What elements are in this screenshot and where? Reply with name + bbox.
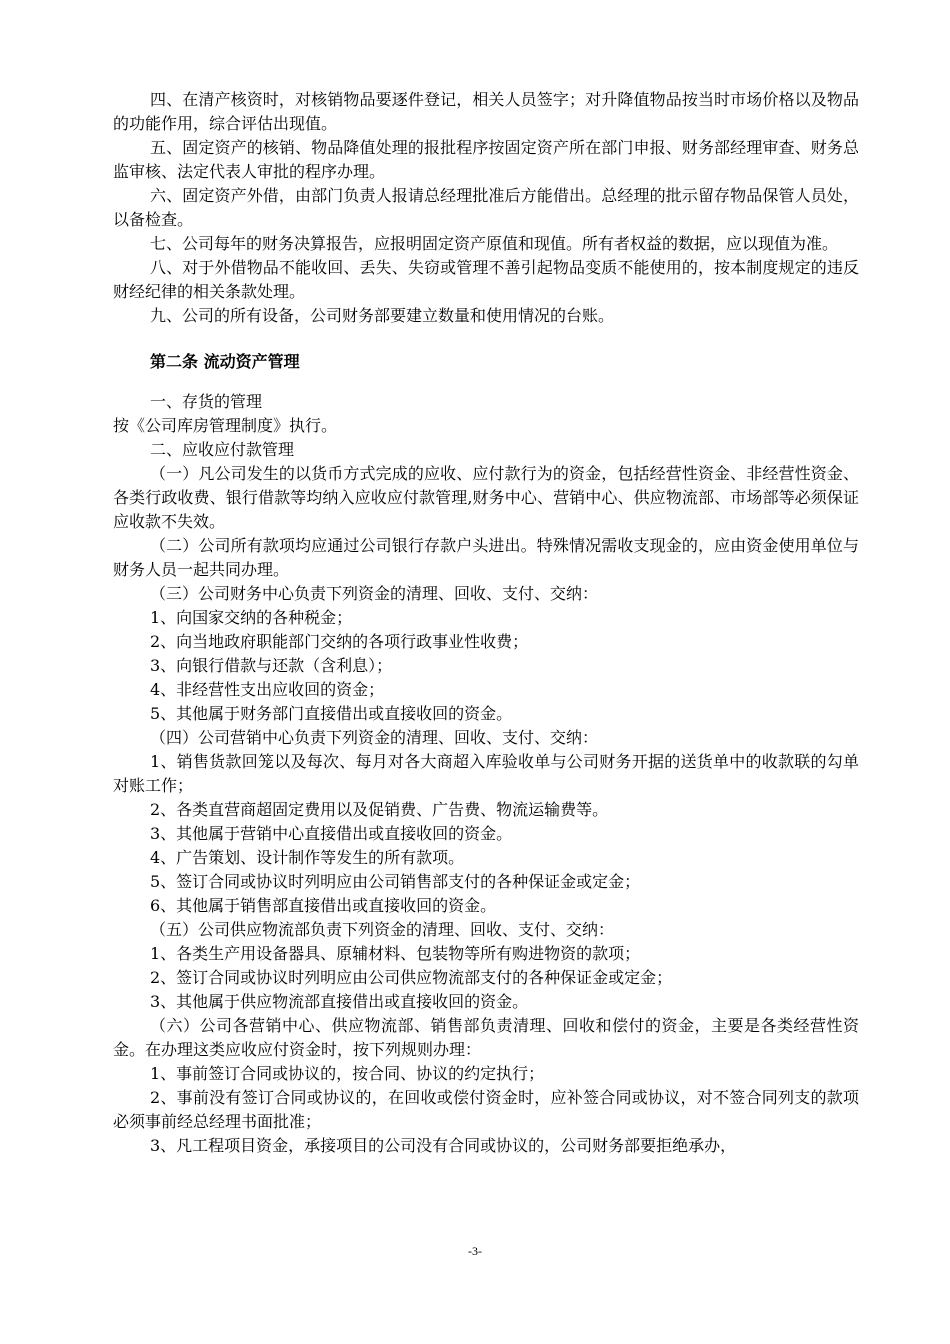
paragraph: 七、公司每年的财务决算报告，应报明固定资产原值和现值。所有者权益的数据，应以现值为准。 [150,234,839,253]
paragraph: 1、向国家交纳的各种税金； [150,608,353,627]
page-number: -3- [468,1244,482,1258]
paragraph: 3、向银行借款与还款（含利息）； [150,656,393,675]
paragraph: 2、各类直营商超固定费用以及促销费、广告费、物流运输费等。 [150,800,609,819]
paragraph: 2、向当地政府职能部门交纳的各项行政事业性收费； [150,632,529,651]
paragraph: （二）公司所有款项均应通过公司银行存款户头进出。特殊情况需收支现金的，应由资金使用单位与财务人员一起共同办理。 [113,536,859,579]
paragraph: （三）公司财务中心负责下列资金的清理、回收、支付、交纳： [150,584,599,603]
paragraph: 3、其他属于供应物流部直接借出或直接收回的资金。 [150,992,529,1011]
paragraph: 4、广告策划、设计制作等发生的所有款项。 [150,848,465,867]
paragraph: 八、对于外借物品不能收回、丢失、失窃或管理不善引起物品变质不能使用的，按本制度规定的违反财经纪律的相关条款处理。 [113,258,859,301]
paragraph: （六）公司各营销中心、供应物流部、销售部负责清理、回收和偿付的资金，主要是各类经营性资金。在办理这类应收应付资金时，按下列规则办理： [113,1016,859,1059]
paragraph: 4、非经营性支出应收回的资金； [150,680,385,699]
document-page [113,88,859,1158]
paragraph: 1、事前签订合同或协议的，按合同、协议的约定执行； [150,1064,545,1083]
paragraph: 1、各类生产用设备器具、原辅材料、包装物等所有购进物资的款项； [150,944,641,963]
paragraph: 5、签订合同或协议时列明应由公司销售部支付的各种保证金或定金； [150,872,641,891]
paragraph: 五、固定资产的核销、物品降值处理的报批程序按固定资产所在部门申报、财务部经理审查、财务总监审核、法定代表人审批的程序办理。 [113,138,859,181]
paragraph: 1、销售货款回笼以及每次、每月对各大商超入库验收单与公司财务开据的送货单中的收款联的勾单对账工作； [113,752,859,795]
paragraph: 3、凡工程项目资金，承接项目的公司没有合同或协议的，公司财务部要拒绝承办， [150,1136,737,1155]
paragraph: 六、固定资产外借，由部门负责人报请总经理批准后方能借出。总经理的批示留存物品保管人员处，以备检查。 [113,186,859,229]
paragraph: （一）凡公司发生的以货币方式完成的应收、应付款行为的资金，包括经营性资金、非经营性资金、各类行政收费、银行借款等均纳入应收应付款管理,财务中心、营销中心、供应物流部、市场部等必须保证应收款不失效。 [113,464,859,531]
paragraph: （四）公司营销中心负责下列资金的清理、回收、支付、交纳： [150,728,599,747]
paragraph: 6、其他属于销售部直接借出或直接收回的资金。 [150,896,497,915]
section-2-body [113,390,859,1158]
paragraph: 四、在清产核资时，对核销物品要逐件登记，相关人员签字；对升降值物品按当时市场价格以及物品的功能作用，综合评估出现值。 [113,90,859,133]
section-heading: 第二条 流动资产管理 [150,352,300,371]
paragraph: 2、事前没有签订合同或协议的，在回收或偿付资金时，应补签合同或协议，对不签合同列支的款项必须事前经总经理书面批准； [113,1088,859,1131]
paragraph: 二、应收应付款管理 [150,440,295,459]
paragraph: 按《公司库房管理制度》执行。 [113,416,338,435]
paragraph: 一、存货的管理 [150,392,263,411]
paragraph: 3、其他属于营销中心直接借出或直接收回的资金。 [150,824,513,843]
paragraph: 2、签订合同或协议时列明应由公司供应物流部支付的各种保证金或定金； [150,968,673,987]
paragraph: 5、其他属于财务部门直接借出或直接收回的资金。 [150,704,513,723]
paragraph: （五）公司供应物流部负责下列资金的清理、回收、支付、交纳： [150,920,615,939]
paragraph: 九、公司的所有设备，公司财务部要建立数量和使用情况的台账。 [150,306,615,325]
section-1-body [113,88,859,328]
